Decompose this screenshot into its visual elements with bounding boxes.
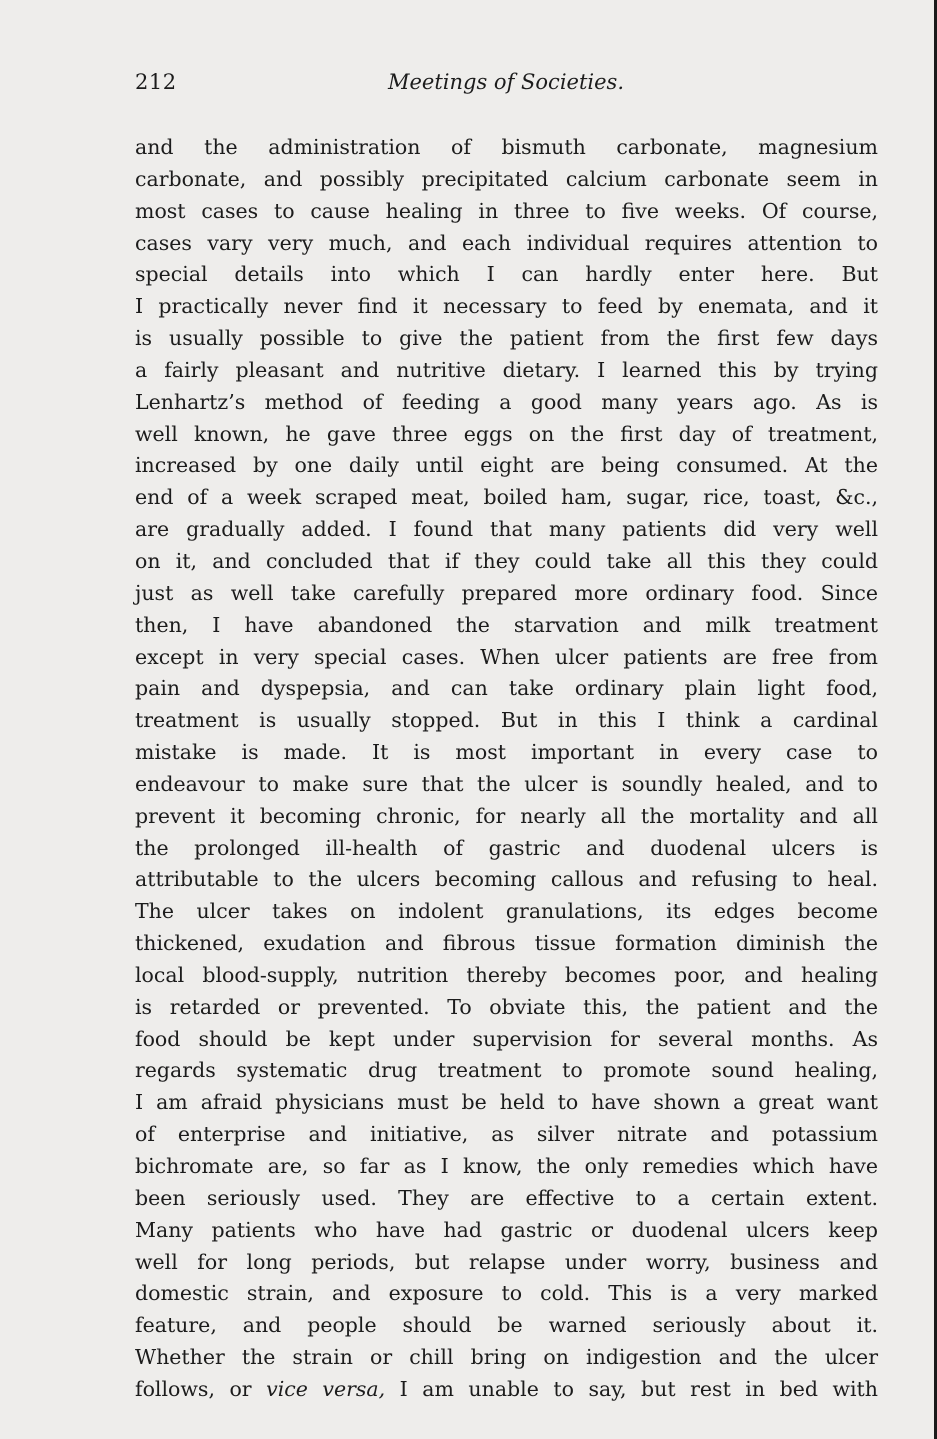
text-line: of enterprise and initiative, as silver nitrate and potassium xyxy=(135,1122,878,1147)
text-line: on it, and concluded that if they could take all this they could xyxy=(135,548,878,573)
text-line: The ulcer takes on indolent granulations, its edges become xyxy=(135,899,878,924)
text-line: thickened, exudation and fibrous tissue formation diminish the xyxy=(135,931,878,956)
text-line: bichromate are, so far as I know, the only remedies which have xyxy=(135,1154,878,1178)
text-line: well known, he gave three eggs on the first day of treatment, xyxy=(135,421,878,446)
text-line: most cases to cause healing in three to five weeks. Of course, xyxy=(135,198,878,223)
text-line: treatment is usually stopped. But in this I think a cardinal xyxy=(135,708,878,733)
text-segment: I am unable to say, but rest in bed with xyxy=(385,1376,878,1401)
text-line: Whether the strain or chill bring on indigestion and the ulcer xyxy=(135,1345,878,1370)
text-line: prevent it becoming chronic, for nearly all the mortality and all xyxy=(135,803,878,828)
text-line: and the administration of bismuth carbonate, magnesium xyxy=(135,135,878,159)
text-line: I am afraid physicians must be held to have shown a great want xyxy=(135,1090,878,1115)
text-line: attributable to the ulcers becoming callous and refusing to heal. xyxy=(135,867,878,892)
text-line: except in very special cases. When ulcer patients are free from xyxy=(135,644,878,669)
text-line: Many patients who have had gastric or duodenal ulcers keep xyxy=(135,1217,878,1242)
text-line: carbonate, and possibly precipitated calcium carbonate seem in xyxy=(135,166,878,191)
text-line: local blood-supply, nutrition thereby becomes poor, and healing xyxy=(135,962,878,987)
text-line: regards systematic drug treatment to promote sound healing, xyxy=(135,1058,878,1083)
body-text xyxy=(135,132,878,1406)
text-segment: follows, or xyxy=(135,1376,267,1401)
italic-phrase: vice versa, xyxy=(266,1376,386,1401)
text-line: increased by one daily until eight are being consumed. At the xyxy=(135,453,878,478)
text-line: then, I have abandoned the starvation and milk treatment xyxy=(135,612,878,637)
text-line: just as well take carefully prepared more ordinary food. Since xyxy=(135,580,878,605)
text-line: end of a week scraped meat, boiled ham, sugar, rice, toast, &c., xyxy=(135,485,878,510)
text-line: cases vary very much, and each individual requires attention to xyxy=(135,230,878,255)
text-line: well for long periods, but relapse under worry, business and xyxy=(135,1249,878,1274)
text-line: is retarded or prevented. To obviate this, the patient and the xyxy=(135,994,878,1019)
running-title: Meetings of Societies. xyxy=(388,70,624,94)
text-line: domestic strain, and exposure to cold. This is a very marked xyxy=(135,1281,878,1306)
text-line: a fairly pleasant and nutritive dietary. I learned this by trying xyxy=(135,357,878,382)
page-number: 212 xyxy=(135,70,177,94)
text-line: the prolonged ill-health of gastric and duodenal ulcers is xyxy=(135,835,878,860)
text-line: feature, and people should be warned seriously about it. xyxy=(135,1313,878,1338)
text-line: pain and dyspepsia, and can take ordinary plain light food, xyxy=(135,676,878,701)
text-line: is usually possible to give the patient from the first few days xyxy=(135,326,878,351)
text-line: I practically never find it necessary to feed by enemata, and it xyxy=(135,294,878,319)
text-line: are gradually added. I found that many patients did very well xyxy=(135,517,878,542)
text-line: mistake is made. It is most important in every case to xyxy=(135,740,878,765)
text-line: special details into which I can hardly enter here. But xyxy=(135,262,878,287)
text-line-last xyxy=(135,1374,878,1406)
text-line: food should be kept under supervision for several months. As xyxy=(135,1026,878,1051)
text-line: endeavour to make sure that the ulcer is soundly healed, and to xyxy=(135,771,878,796)
text-line: Lenhartz’s method of feeding a good many years ago. As is xyxy=(135,389,878,414)
text-line: been seriously used. They are effective to a certain extent. xyxy=(135,1185,878,1210)
